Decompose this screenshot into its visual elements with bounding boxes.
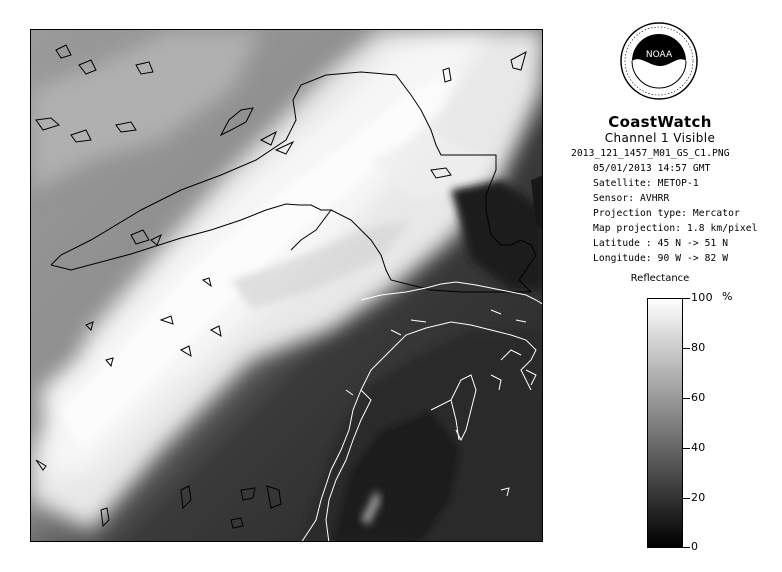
sensor-text: Sensor: AVHRR	[593, 193, 670, 204]
colorbar-label: 60	[691, 391, 706, 404]
projection-type-text: Projection type: Mercator	[593, 208, 740, 219]
map-projection-text: Map projection: 1.8 km/pixel	[593, 223, 758, 234]
colorbar-tick	[683, 298, 690, 299]
colorbar-tick	[683, 398, 690, 399]
colorbar-tick	[683, 348, 690, 349]
reflectance-colorbar	[647, 298, 683, 548]
colorbar-label: 0	[691, 540, 699, 553]
legend-unit: %	[722, 290, 733, 303]
satellite-text: Satellite: METOP-1	[593, 178, 699, 189]
colorbar-tick	[683, 547, 690, 548]
colorbar-tick	[683, 498, 690, 499]
colorbar-label: 40	[691, 441, 706, 454]
datetime-text: 05/01/2013 14:57 GMT	[593, 163, 711, 174]
colorbar-label: 80	[691, 341, 706, 354]
brand-title: CoastWatch	[608, 113, 712, 131]
longitude-text: Longitude: 90 W -> 82 W	[593, 253, 729, 264]
noaa-logo	[620, 22, 698, 100]
satellite-image	[30, 29, 543, 542]
noaa-logo-text: NOAA	[645, 50, 673, 60]
channel-title: Channel 1 Visible	[604, 131, 716, 145]
colorbar-label: 20	[691, 491, 706, 504]
colorbar-label: 100	[691, 291, 713, 304]
filename-text: 2013_121_1457_M01_GS_C1.PNG	[571, 148, 730, 159]
latitude-text: Latitude : 45 N -> 51 N	[593, 238, 729, 249]
colorbar-tick	[683, 448, 690, 449]
legend-title: Reflectance	[630, 273, 690, 284]
